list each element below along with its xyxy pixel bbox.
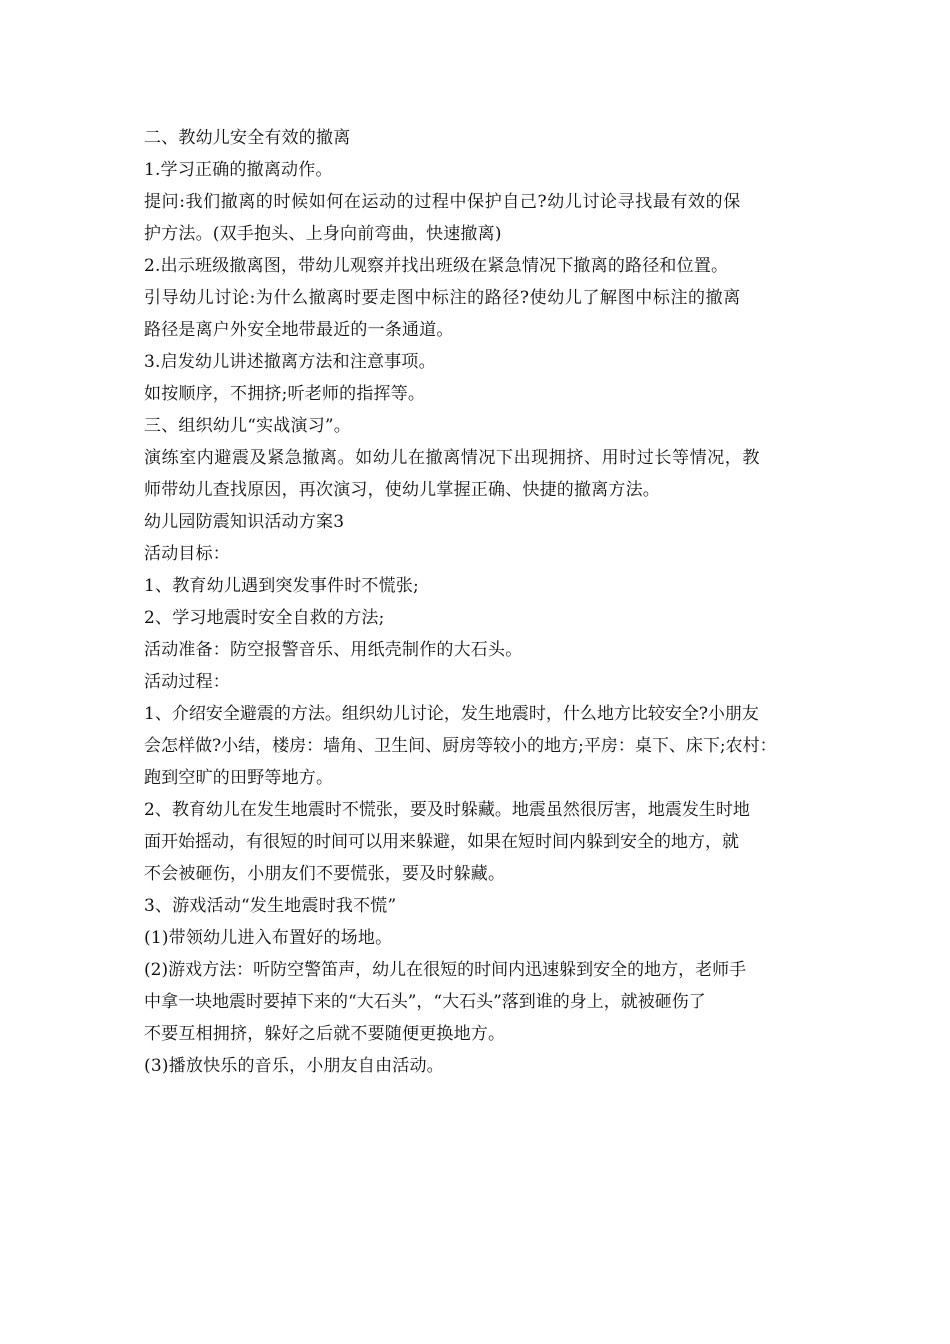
paragraph-line: 引导幼儿讨论:为什么撤离时要走图中标注的路径?使幼儿了解图中标注的撤离 [144, 288, 741, 308]
paragraph-line: 不要互相拥挤，躲好之后就不要随便更换地方。 [144, 1024, 506, 1044]
paragraph-line: (1)带领幼儿进入布置好的场地。 [144, 928, 393, 948]
paragraph-line: 3、游戏活动“发生地震时我不慌” [144, 896, 397, 916]
paragraph-line: 2、教育幼儿在发生地震时不慌张，要及时躲藏。地震虽然很厉害，地震发生时地 [144, 800, 750, 820]
plan-title: 幼儿园防震知识活动方案3 [144, 512, 345, 532]
paragraph-line: (3)播放快乐的音乐，小朋友自由活动。 [144, 1056, 444, 1076]
paragraph-line: 不会被砸伤，小朋友们不要慌张，要及时躲藏。 [144, 864, 506, 884]
paragraph-line: 2.出示班级撤离图，带幼儿观察并找出班级在紧急情况下撤离的路径和位置。 [144, 256, 729, 276]
paragraph-line: 1、介绍安全避震的方法。组织幼儿讨论，发生地震时，什么地方比较安全?小朋友 [144, 704, 759, 724]
paragraph-line: 活动过程： [144, 672, 230, 692]
paragraph-line: 如按顺序，不拥挤;听老师的指挥等。 [144, 384, 426, 404]
paragraph-line: (2)游戏方法：听防空警笛声，幼儿在很短的时间内迅速躲到安全的地方，老师手 [144, 960, 747, 980]
paragraph-line: 演练室内避震及紧急撤离。如幼儿在撤离情况下出现拥挤、用时过长等情况，教 [144, 448, 760, 468]
paragraph-line: 2、学习地震时安全自救的方法; [144, 608, 385, 628]
paragraph-line: 1、教育幼儿遇到突发事件时不慌张; [144, 576, 419, 596]
paragraph-line: 路径是离户外安全地带最近的一条通道。 [144, 320, 454, 340]
paragraph-line: 1.学习正确的撤离动作。 [144, 160, 333, 180]
paragraph-line: 护方法。(双手抱头、上身向前弯曲，快速撤离) [144, 224, 502, 244]
paragraph-line: 会怎样做?小结，楼房：墙角、卫生间、厨房等较小的地方;平房：桌下、床下;农村： [144, 736, 777, 756]
paragraph-line: 活动目标： [144, 544, 230, 564]
paragraph-line: 3.启发幼儿讲述撤离方法和注意事项。 [144, 352, 436, 372]
paragraph-line: 中拿一块地震时要掉下来的“大石头”，“大石头”落到谁的身上，就被砸伤了 [144, 992, 706, 1012]
section-heading-2: 二、教幼儿安全有效的撤离 [144, 128, 351, 148]
document-body [144, 122, 809, 1082]
paragraph-line: 提问:我们撤离的时候如何在运动的过程中保护自己?幼儿讨论寻找最有效的保 [144, 192, 741, 212]
paragraph-line: 跑到空旷的田野等地方。 [144, 768, 334, 788]
paragraph-line: 师带幼儿查找原因，再次演习，使幼儿掌握正确、快捷的撤离方法。 [144, 480, 660, 500]
paragraph-line: 面开始摇动，有很短的时间可以用来躲避，如果在短时间内躲到安全的地方，就 [144, 832, 739, 852]
paragraph-line: 活动准备：防空报警音乐、用纸壳制作的大石头。 [144, 640, 523, 660]
section-heading-3: 三、组织幼儿“实战演习”。 [144, 416, 351, 436]
